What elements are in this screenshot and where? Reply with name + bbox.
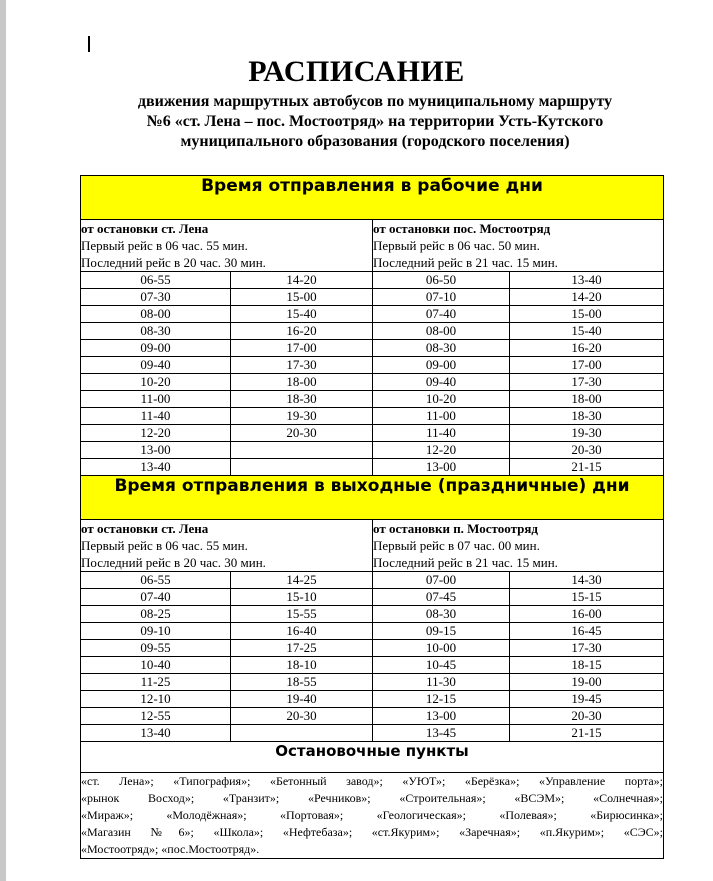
time-cell: 18-00 — [510, 391, 664, 408]
time-cell: 14-30 — [510, 572, 664, 589]
time-cell — [231, 725, 373, 742]
time-cell: 11-40 — [373, 425, 510, 442]
table-row — [81, 408, 664, 425]
stops-list — [81, 773, 664, 859]
time-cell: 11-00 — [373, 408, 510, 425]
time-cell: 19-00 — [510, 674, 664, 691]
time-cell: 12-55 — [81, 708, 231, 725]
time-cell: 18-10 — [231, 657, 373, 674]
table-row — [81, 374, 664, 391]
time-cell: 19-45 — [510, 691, 664, 708]
table-row — [81, 425, 664, 442]
time-cell: 18-55 — [231, 674, 373, 691]
time-cell: 10-20 — [81, 374, 231, 391]
time-cell: 16-20 — [231, 323, 373, 340]
text-cursor — [88, 36, 90, 52]
time-cell: 13-00 — [81, 442, 231, 459]
time-cell: 20-30 — [510, 708, 664, 725]
page-edge — [0, 0, 6, 881]
time-cell: 09-00 — [373, 357, 510, 374]
section-header: Время отправления в выходные (праздничные) дни — [81, 476, 664, 520]
time-cell: 16-00 — [510, 606, 664, 623]
time-cell — [231, 459, 373, 476]
time-cell: 07-00 — [373, 572, 510, 589]
time-cell: 14-20 — [510, 289, 664, 306]
time-cell: 15-10 — [231, 589, 373, 606]
stop-info-left — [81, 520, 373, 572]
time-cell: 08-30 — [373, 340, 510, 357]
time-cell: 21-15 — [510, 459, 664, 476]
table-row — [81, 459, 664, 476]
time-cell: 16-40 — [231, 623, 373, 640]
stops-header: Остановочные пункты — [81, 742, 664, 773]
time-cell: 14-20 — [231, 272, 373, 289]
time-cell: 13-40 — [81, 459, 231, 476]
time-cell: 09-15 — [373, 623, 510, 640]
last-trip: Последний рейс в 21 час. 15 мин. — [373, 255, 558, 270]
stop-info-left — [81, 220, 373, 272]
time-cell: 13-40 — [510, 272, 664, 289]
last-trip: Последний рейс в 20 час. 30 мин. — [81, 255, 266, 270]
stop-info-right — [373, 220, 664, 272]
time-cell: 06-55 — [81, 572, 231, 589]
time-cell: 15-40 — [231, 306, 373, 323]
subtitle-line-1: движения маршрутных автобусов по муниципальному маршруту — [137, 93, 613, 110]
stops-line: «Мираж»; «Молодёжная»; «Портовая»; «Геологическая»; «Полевая»; «Бирюсинка»; — [81, 808, 664, 822]
time-cell: 17-00 — [510, 357, 664, 374]
table-row — [81, 623, 664, 640]
time-cell: 17-30 — [510, 640, 664, 657]
time-cell: 06-55 — [81, 272, 231, 289]
stop-name: от остановки ст. Лена — [81, 521, 209, 536]
first-trip: Первый рейс в 06 час. 50 мин. — [373, 238, 540, 253]
time-cell: 12-20 — [81, 425, 231, 442]
table-row — [81, 340, 664, 357]
time-cell: 17-25 — [231, 640, 373, 657]
table-row — [81, 589, 664, 606]
table-row — [81, 657, 664, 674]
time-cell: 18-15 — [510, 657, 664, 674]
time-cell: 19-30 — [231, 408, 373, 425]
time-cell: 15-15 — [510, 589, 664, 606]
time-cell: 16-20 — [510, 340, 664, 357]
schedule-table — [80, 175, 664, 859]
time-cell: 08-25 — [81, 606, 231, 623]
time-cell — [231, 442, 373, 459]
table-row — [81, 442, 664, 459]
time-cell: 11-25 — [81, 674, 231, 691]
section-header: Время отправления в рабочие дни — [81, 176, 664, 220]
time-cell: 10-20 — [373, 391, 510, 408]
document-title: РАСПИСАНИЕ — [248, 55, 465, 88]
time-cell: 07-10 — [373, 289, 510, 306]
stops-line: «Магазин №6»; «Школа»; «Нефтебаза»; «ст.Якурим»; «Заречная»; «п.Якурим»; «СЭС»; — [81, 825, 664, 839]
table-row — [81, 572, 664, 589]
table-row — [81, 640, 664, 657]
table-row — [81, 306, 664, 323]
table-row — [81, 725, 664, 742]
time-cell: 15-00 — [231, 289, 373, 306]
last-trip: Последний рейс в 21 час. 15 мин. — [373, 555, 558, 570]
stop-name: от остановки пос. Мостоотряд — [373, 221, 551, 236]
time-cell: 20-30 — [231, 425, 373, 442]
time-cell: 12-15 — [373, 691, 510, 708]
time-cell: 11-30 — [373, 674, 510, 691]
first-trip: Первый рейс в 06 час. 55 мин. — [81, 538, 248, 553]
time-cell: 19-40 — [231, 691, 373, 708]
time-cell: 17-00 — [231, 340, 373, 357]
table-row — [81, 391, 664, 408]
time-cell: 07-45 — [373, 589, 510, 606]
stops-line: «рынок Восход»; «Транзит»; «Речников»; «Строительная»; «ВСЭМ»; «Солнечная»; — [81, 791, 664, 805]
time-cell: 06-50 — [373, 272, 510, 289]
time-cell: 18-00 — [231, 374, 373, 391]
time-cell: 15-40 — [510, 323, 664, 340]
table-row — [81, 357, 664, 374]
table-row — [81, 691, 664, 708]
time-cell: 10-00 — [373, 640, 510, 657]
time-cell: 20-30 — [510, 442, 664, 459]
time-cell: 09-55 — [81, 640, 231, 657]
time-cell: 14-25 — [231, 572, 373, 589]
stops-line: «ст. Лена»; «Типография»; «Бетонный завод»; «УЮТ»; «Берёзка»; «Управление порта»; — [81, 774, 664, 788]
stops-line: «Мостоотряд»; «пос.Мостоотряд». — [81, 842, 260, 856]
time-cell: 13-45 — [373, 725, 510, 742]
time-cell: 07-40 — [81, 589, 231, 606]
subtitle-line-2: №6 «ст. Лена – пос. Мостоотряд» на территории Усть-Кутского — [146, 113, 604, 130]
table-row — [81, 323, 664, 340]
time-cell: 16-45 — [510, 623, 664, 640]
stop-info-right — [373, 520, 664, 572]
time-cell: 11-40 — [81, 408, 231, 425]
time-cell: 15-00 — [510, 306, 664, 323]
time-cell: 12-10 — [81, 691, 231, 708]
last-trip: Последний рейс в 20 час. 30 мин. — [81, 555, 266, 570]
time-cell: 08-30 — [81, 323, 231, 340]
time-cell: 12-20 — [373, 442, 510, 459]
time-cell: 08-30 — [373, 606, 510, 623]
time-cell: 21-15 — [510, 725, 664, 742]
time-cell: 10-40 — [81, 657, 231, 674]
time-cell: 07-40 — [373, 306, 510, 323]
subtitle-line-3: муниципального образования (городского поселения) — [180, 133, 570, 150]
time-cell: 08-00 — [81, 306, 231, 323]
document-subtitle — [80, 92, 670, 152]
time-cell: 11-00 — [81, 391, 231, 408]
stop-name: от остановки п. Мостоотряд — [373, 521, 538, 536]
time-cell: 19-30 — [510, 425, 664, 442]
table-row — [81, 272, 664, 289]
time-cell: 17-30 — [510, 374, 664, 391]
time-cell: 07-30 — [81, 289, 231, 306]
time-cell: 09-40 — [81, 357, 231, 374]
time-cell: 17-30 — [231, 357, 373, 374]
stop-name: от остановки ст. Лена — [81, 221, 209, 236]
time-cell: 10-45 — [373, 657, 510, 674]
time-cell: 13-00 — [373, 708, 510, 725]
time-cell: 09-10 — [81, 623, 231, 640]
time-cell: 13-40 — [81, 725, 231, 742]
time-cell: 08-00 — [373, 323, 510, 340]
table-row — [81, 708, 664, 725]
time-cell: 15-55 — [231, 606, 373, 623]
table-row — [81, 606, 664, 623]
table-row — [81, 289, 664, 306]
time-cell: 09-40 — [373, 374, 510, 391]
table-row — [81, 674, 664, 691]
time-cell: 18-30 — [231, 391, 373, 408]
time-cell: 20-30 — [231, 708, 373, 725]
time-cell: 13-00 — [373, 459, 510, 476]
time-cell: 18-30 — [510, 408, 664, 425]
first-trip: Первый рейс в 07 час. 00 мин. — [373, 538, 540, 553]
time-cell: 09-00 — [81, 340, 231, 357]
first-trip: Первый рейс в 06 час. 55 мин. — [81, 238, 248, 253]
